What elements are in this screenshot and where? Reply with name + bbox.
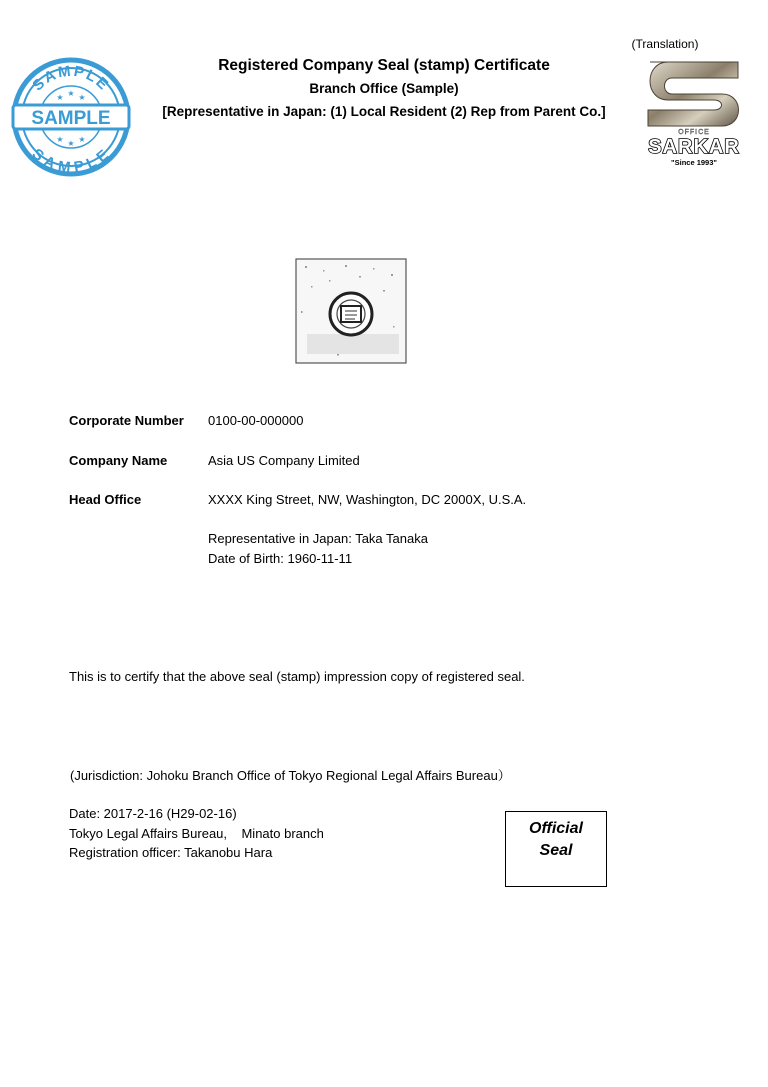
official-seal-line2: Seal	[539, 842, 573, 859]
date-of-birth-value: Date of Birth: 1960-11-11	[208, 551, 353, 566]
head-office-label: Head Office	[69, 492, 142, 507]
certification-statement: This is to certify that the above seal (stamp) impression copy of registered seal.	[69, 669, 525, 684]
registration-officer: Registration officer: Takanobu Hara	[69, 845, 273, 860]
logo-brand: SARKAR	[648, 136, 740, 158]
sample-arc-top: SAMPLE	[29, 62, 113, 95]
issue-date: Date: 2017-2-16 (H29-02-16)	[69, 806, 237, 821]
svg-text:SAMPLE	[28, 146, 113, 177]
document-title: Registered Company Seal (stamp) Certificate	[218, 57, 550, 74]
logo-since: "Since 1993"	[671, 158, 717, 167]
official-seal-box	[505, 811, 607, 887]
representative-value: Representative in Japan: Taka Tanaka	[208, 531, 428, 546]
issuing-bureau: Tokyo Legal Affairs Bureau, Minato branch	[69, 826, 324, 841]
company-logo	[642, 56, 746, 174]
document-subtitle: Branch Office (Sample)	[309, 81, 459, 96]
company-name-label: Company Name	[69, 453, 168, 468]
sample-stamp	[10, 56, 132, 178]
corporate-number-label: Corporate Number	[69, 413, 184, 428]
svg-text:★: ★	[67, 139, 75, 148]
seal-impression-image	[293, 256, 409, 368]
representative-options: [Representative in Japan: (1) Local Resident (2) Rep from Parent Co.]	[162, 104, 606, 119]
translation-note: (Translation)	[631, 37, 699, 51]
sample-arc-bottom: SAMPLE	[28, 145, 114, 177]
official-seal-line1: Official	[529, 820, 583, 837]
corporate-number-value: 0100-00-000000	[208, 413, 304, 428]
sample-center-text: SAMPLE	[31, 108, 111, 129]
company-name-value: Asia US Company Limited	[208, 453, 360, 468]
logo-office-text: OFFICE	[678, 129, 710, 136]
head-office-value: XXXX King Street, NW, Washington, DC 2000X, U.S.A.	[208, 492, 527, 507]
jurisdiction-note: (Jurisdiction: Johoku Branch Office of Tokyo Regional Legal Affairs Bureau）	[70, 768, 511, 783]
svg-text:★: ★	[56, 135, 64, 144]
svg-text:★: ★	[78, 93, 86, 102]
svg-text:★: ★	[78, 135, 86, 144]
svg-text:★: ★	[56, 93, 64, 102]
svg-text:★: ★	[67, 89, 75, 98]
